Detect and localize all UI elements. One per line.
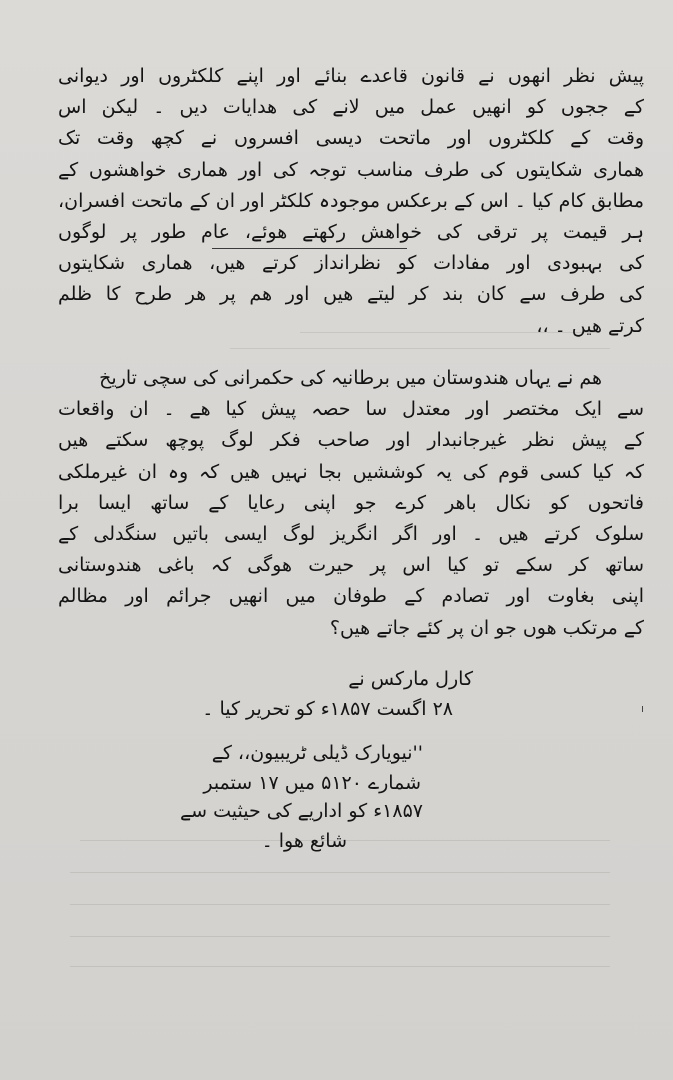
paragraph-commentary [58,363,644,644]
bleed-through-line [230,348,610,349]
text-line: ھماری شکایتوں کی طرف مناسب توجہ کی اور ھماری خواھشوں کے [58,158,644,181]
text-line: مطابق کام کیا ۔ اس کے برعکس موجودہ کلکٹر اور ان کے ماتحت افسران، [58,189,644,212]
text-line: کہ کیا کسی قوم کی یہ کوششیں بجا نہیں ھیں کہ وہ ان غیرملکی [58,460,644,483]
text-line: ہر قیمت پر ترقی کی خواھش رکھتے ھوئے، عام طور پر لوگوں [58,221,644,244]
attribution-author: کارل مارکس نے [348,668,473,690]
text-line: سے ایک مختصر اور معتدل سا حصہ پیش کیا ھے ۔ ان واقعات [58,398,644,421]
margin-tick-mark [642,706,643,712]
text-line: اپنی بغاوت اور تصادم کے طوفان میں انھیں جرائم اور مظالم [58,585,644,608]
text-line: کے مرتکب ھوں جو ان پر کئے جاتے ھیں؟ [329,616,644,639]
text-line: ساتھ کر سکے تو کیا اس پر حیرت ھوگی کہ باغی ھندوستانی [58,554,644,577]
text-line: کی طرف سے کان بند کر لیتے ھیں اور ھم پر ھر طرح کا ظلم [58,283,644,306]
attribution-editorial-note: ۱۸۵۷ء کو اداریے کی حیثیت سے [180,800,423,822]
text-line: کے ججوں کو انھیں عمل میں لانے کی ھدایات دیں ۔ لیکن اس [58,96,644,119]
text-line: کے پیش نظر غیرجانبدار اور صاحب فکر لوگ پوچھ سکتے ھیں [58,429,644,452]
text-line: سلوک کرتے ھیں ۔ اور اگر انگریز لوگ ایسی باتیں سنگدلی کے [58,523,644,546]
attribution-publication: ''نیویارک ڈیلی ٹریبیون،، کے [211,742,423,764]
text-line: ھم نے یہاں ھندوستان میں برطانیہ کی حکمرانی کی سچی تاریخ [99,367,602,389]
attribution-issue: شمارے ۵۱۲۰ میں ۱۷ ستمبر [203,772,421,794]
bleed-through-line [70,936,610,937]
paragraph-quote-continuation [58,61,644,342]
bleed-through-line [70,872,610,873]
attribution-published: شائع ھوا ۔ [261,830,347,852]
text-line: کی بہبودی اور مفادات کو نظرانداز کرتے ھیں، ھماری شکایتوں [58,252,644,275]
text-line: پیش نظر انھوں نے قانون قاعدے بنائے اور اپنے کلکٹروں اور دیوانی [58,65,644,87]
bleed-through-line [70,904,610,905]
bleed-through-line [70,966,610,967]
text-line: فاتحوں کو نکال باھر کرے جو اپنی رعایا کے ساتھ ایسا برا [58,491,644,514]
attribution-date: ۲۸ اگست ۱۸۵۷ء کو تحریر کیا ۔ [202,698,453,720]
text-line: کرتے ھیں ۔ ،، [536,314,644,337]
text-line: وقت کے کلکٹروں اور ماتحت دیسی افسروں نے کچھ وقت تک [58,127,644,150]
